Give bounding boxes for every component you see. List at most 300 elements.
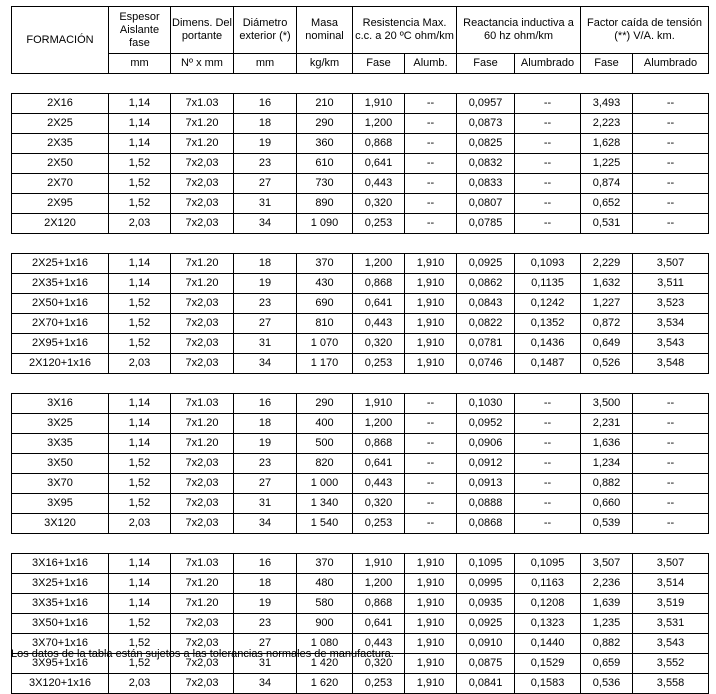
cell-dimens: 7x2,03 <box>171 474 234 494</box>
table-row <box>12 174 709 194</box>
cell-factor-fase: 0,539 <box>581 514 633 534</box>
table-row <box>12 114 709 134</box>
cell-res-fase: 0,868 <box>353 134 405 154</box>
cell-masa: 210 <box>297 94 353 114</box>
group-separator <box>12 534 709 554</box>
cell-factor-fase: 0,882 <box>581 634 633 654</box>
cell-masa: 370 <box>297 554 353 574</box>
cell-dimens: 7x2,03 <box>171 354 234 374</box>
cell-res-alumb: 1,910 <box>405 614 457 634</box>
cell-factor-alumb: 3,531 <box>633 614 709 634</box>
cell-react-fase: 0,0833 <box>457 174 515 194</box>
cell-res-fase: 0,641 <box>353 614 405 634</box>
cell-react-fase: 0,0935 <box>457 594 515 614</box>
cell-react-alumb: 0,1529 <box>515 654 581 674</box>
cell-res-fase: 0,443 <box>353 174 405 194</box>
cell-react-fase: 0,0912 <box>457 454 515 474</box>
cell-formacion: 2X120 <box>12 214 109 234</box>
table-row <box>12 94 709 114</box>
table-row <box>12 394 709 414</box>
header-factor: Factor caída de tensión (**) V/A. km. <box>581 7 709 54</box>
cell-res-alumb: 1,910 <box>405 254 457 274</box>
cell-masa: 900 <box>297 614 353 634</box>
cell-react-alumb: -- <box>515 454 581 474</box>
cell-dimens: 7x2,03 <box>171 454 234 474</box>
cell-factor-alumb: -- <box>633 454 709 474</box>
cell-res-alumb: 1,910 <box>405 334 457 354</box>
cell-react-fase: 0,0785 <box>457 214 515 234</box>
table-row <box>12 594 709 614</box>
cell-formacion: 3X95+1x16 <box>12 654 109 674</box>
cell-formacion: 3X50+1x16 <box>12 614 109 634</box>
cell-factor-alumb: -- <box>633 434 709 454</box>
group-separator <box>12 374 709 394</box>
cell-diametro: 19 <box>234 274 297 294</box>
cell-res-fase: 0,868 <box>353 434 405 454</box>
cell-espesor: 2,03 <box>109 514 171 534</box>
table-row <box>12 334 709 354</box>
table-row <box>12 514 709 534</box>
cell-diametro: 31 <box>234 654 297 674</box>
cell-factor-alumb: 3,534 <box>633 314 709 334</box>
cell-formacion: 2X16 <box>12 94 109 114</box>
cell-espesor: 1,14 <box>109 274 171 294</box>
table-row <box>12 314 709 334</box>
cell-react-alumb: -- <box>515 494 581 514</box>
cell-factor-alumb: 3,507 <box>633 254 709 274</box>
unit-factor-alumb: Alumbrado <box>633 54 709 74</box>
cell-factor-alumb: 3,519 <box>633 594 709 614</box>
cell-res-alumb: 1,910 <box>405 574 457 594</box>
cell-espesor: 2,03 <box>109 674 171 694</box>
cell-res-fase: 1,200 <box>353 574 405 594</box>
cell-diametro: 27 <box>234 634 297 654</box>
cell-dimens: 7x2,03 <box>171 494 234 514</box>
cell-diametro: 18 <box>234 414 297 434</box>
cell-espesor: 1,52 <box>109 314 171 334</box>
cell-dimens: 7x2,03 <box>171 194 234 214</box>
cell-react-fase: 0,0888 <box>457 494 515 514</box>
cell-factor-fase: 2,236 <box>581 574 633 594</box>
cell-res-alumb: -- <box>405 394 457 414</box>
cell-masa: 370 <box>297 254 353 274</box>
cell-espesor: 1,52 <box>109 174 171 194</box>
cell-res-fase: 1,910 <box>353 554 405 574</box>
cell-factor-alumb: 3,552 <box>633 654 709 674</box>
table-row <box>12 134 709 154</box>
cell-factor-fase: 1,235 <box>581 614 633 634</box>
header-reactancia: Reactancia inductiva a 60 hz ohm/km <box>457 7 581 54</box>
cell-res-fase: 0,641 <box>353 454 405 474</box>
cell-masa: 820 <box>297 454 353 474</box>
cell-react-alumb: 0,1440 <box>515 634 581 654</box>
table-body <box>12 74 709 694</box>
cell-factor-fase: 0,659 <box>581 654 633 674</box>
table-row <box>12 214 709 234</box>
cell-react-alumb: -- <box>515 434 581 454</box>
cell-masa: 1 090 <box>297 214 353 234</box>
cell-res-fase: 0,641 <box>353 154 405 174</box>
cell-diametro: 18 <box>234 254 297 274</box>
cell-dimens: 7x1.20 <box>171 414 234 434</box>
cell-react-fase: 0,0925 <box>457 614 515 634</box>
cell-react-fase: 0,0873 <box>457 114 515 134</box>
table-row <box>12 274 709 294</box>
table-row <box>12 494 709 514</box>
unit-diametro: mm <box>234 54 297 74</box>
cell-masa: 1 340 <box>297 494 353 514</box>
cell-res-alumb: -- <box>405 174 457 194</box>
header-resistencia: Resistencia Max. c.c. a 20 ºC ohm/km <box>353 7 457 54</box>
table-row <box>12 554 709 574</box>
cell-formacion: 2X25+1x16 <box>12 254 109 274</box>
cell-react-alumb: 0,1352 <box>515 314 581 334</box>
cell-react-fase: 0,0746 <box>457 354 515 374</box>
cell-espesor: 1,52 <box>109 294 171 314</box>
cell-dimens: 7x2,03 <box>171 334 234 354</box>
cell-dimens: 7x2,03 <box>171 154 234 174</box>
cell-dimens: 7x1.20 <box>171 134 234 154</box>
cell-diametro: 23 <box>234 614 297 634</box>
table-row <box>12 154 709 174</box>
cell-factor-alumb: -- <box>633 114 709 134</box>
cell-res-alumb: 1,910 <box>405 674 457 694</box>
cell-factor-fase: 1,234 <box>581 454 633 474</box>
cell-masa: 1 170 <box>297 354 353 374</box>
cell-diametro: 31 <box>234 494 297 514</box>
cell-react-alumb: 0,1135 <box>515 274 581 294</box>
cell-formacion: 3X120 <box>12 514 109 534</box>
cell-formacion: 3X16+1x16 <box>12 554 109 574</box>
table-row <box>12 614 709 634</box>
cell-masa: 360 <box>297 134 353 154</box>
cell-formacion: 3X50 <box>12 454 109 474</box>
group-separator-cell <box>12 234 709 254</box>
cell-diametro: 23 <box>234 154 297 174</box>
cell-factor-fase: 3,493 <box>581 94 633 114</box>
cell-masa: 400 <box>297 414 353 434</box>
cell-dimens: 7x1.03 <box>171 394 234 414</box>
cell-formacion: 3X35+1x16 <box>12 594 109 614</box>
cell-react-alumb: 0,1208 <box>515 594 581 614</box>
cell-factor-fase: 0,531 <box>581 214 633 234</box>
cell-res-alumb: 1,910 <box>405 634 457 654</box>
cell-res-alumb: -- <box>405 194 457 214</box>
cell-react-fase: 0,0807 <box>457 194 515 214</box>
cell-res-alumb: -- <box>405 94 457 114</box>
cell-res-fase: 0,253 <box>353 354 405 374</box>
cell-react-fase: 0,0825 <box>457 134 515 154</box>
table-row <box>12 674 709 694</box>
cell-res-fase: 0,320 <box>353 654 405 674</box>
group-separator-cell <box>12 374 709 394</box>
cell-dimens: 7x2,03 <box>171 634 234 654</box>
cell-espesor: 1,14 <box>109 594 171 614</box>
cell-dimens: 7x2,03 <box>171 214 234 234</box>
cell-factor-alumb: 3,511 <box>633 274 709 294</box>
footnote: Los datos de la tabla están sujetos a las tolerancias normales de manufactura. <box>11 648 394 660</box>
cell-dimens: 7x2,03 <box>171 294 234 314</box>
cell-react-alumb: 0,1436 <box>515 334 581 354</box>
table-row <box>12 434 709 454</box>
cell-formacion: 3X25+1x16 <box>12 574 109 594</box>
cell-dimens: 7x2,03 <box>171 174 234 194</box>
cell-diametro: 19 <box>234 594 297 614</box>
cell-espesor: 1,52 <box>109 474 171 494</box>
cell-diametro: 18 <box>234 574 297 594</box>
cell-factor-fase: 0,874 <box>581 174 633 194</box>
cell-res-alumb: -- <box>405 494 457 514</box>
cell-res-alumb: 1,910 <box>405 314 457 334</box>
cell-res-alumb: -- <box>405 114 457 134</box>
cell-factor-fase: 3,507 <box>581 554 633 574</box>
cell-res-alumb: 1,910 <box>405 274 457 294</box>
cell-diametro: 27 <box>234 174 297 194</box>
cell-factor-alumb: -- <box>633 134 709 154</box>
cell-factor-alumb: 3,523 <box>633 294 709 314</box>
cell-react-alumb: -- <box>515 134 581 154</box>
cell-formacion: 2X70 <box>12 174 109 194</box>
cell-espesor: 1,52 <box>109 334 171 354</box>
cell-factor-fase: 2,229 <box>581 254 633 274</box>
cell-dimens: 7x2,03 <box>171 674 234 694</box>
cell-masa: 290 <box>297 114 353 134</box>
cell-react-alumb: -- <box>515 474 581 494</box>
cell-res-fase: 0,253 <box>353 514 405 534</box>
cell-res-fase: 0,868 <box>353 274 405 294</box>
cell-res-alumb: 1,910 <box>405 554 457 574</box>
cell-react-fase: 0,0906 <box>457 434 515 454</box>
cell-react-fase: 0,0843 <box>457 294 515 314</box>
cell-react-fase: 0,0868 <box>457 514 515 534</box>
cell-formacion: 3X70+1x16 <box>12 634 109 654</box>
cell-formacion: 2X35 <box>12 134 109 154</box>
cell-masa: 730 <box>297 174 353 194</box>
cell-react-alumb: -- <box>515 174 581 194</box>
table-row <box>12 354 709 374</box>
table-row <box>12 474 709 494</box>
cell-factor-alumb: -- <box>633 154 709 174</box>
cell-espesor: 1,52 <box>109 634 171 654</box>
header-masa: Masa nominal <box>297 7 353 54</box>
cell-react-alumb: -- <box>515 114 581 134</box>
cell-factor-alumb: 3,543 <box>633 334 709 354</box>
cell-factor-fase: 0,526 <box>581 354 633 374</box>
cell-dimens: 7x1.20 <box>171 594 234 614</box>
cell-diametro: 19 <box>234 134 297 154</box>
cell-factor-alumb: -- <box>633 194 709 214</box>
cell-factor-fase: 1,636 <box>581 434 633 454</box>
cell-res-alumb: -- <box>405 434 457 454</box>
header-dimens: Dimens. Del portante <box>171 7 234 54</box>
cell-factor-fase: 0,872 <box>581 314 633 334</box>
cell-res-fase: 1,200 <box>353 414 405 434</box>
table-row <box>12 194 709 214</box>
cell-dimens: 7x1.20 <box>171 434 234 454</box>
cell-react-alumb: 0,1583 <box>515 674 581 694</box>
cell-react-fase: 0,0957 <box>457 94 515 114</box>
cell-res-alumb: -- <box>405 134 457 154</box>
cell-masa: 690 <box>297 294 353 314</box>
cell-espesor: 1,14 <box>109 574 171 594</box>
cell-factor-fase: 0,649 <box>581 334 633 354</box>
cell-espesor: 1,52 <box>109 614 171 634</box>
cell-masa: 500 <box>297 434 353 454</box>
cell-react-alumb: 0,1095 <box>515 554 581 574</box>
cell-diametro: 27 <box>234 474 297 494</box>
cell-masa: 810 <box>297 314 353 334</box>
cell-espesor: 2,03 <box>109 354 171 374</box>
cell-res-fase: 0,320 <box>353 194 405 214</box>
table-row <box>12 294 709 314</box>
cell-diametro: 16 <box>234 394 297 414</box>
cell-react-alumb: 0,1093 <box>515 254 581 274</box>
cell-factor-fase: 1,639 <box>581 594 633 614</box>
cell-factor-fase: 1,632 <box>581 274 633 294</box>
cell-diametro: 23 <box>234 454 297 474</box>
cell-diametro: 27 <box>234 314 297 334</box>
cell-formacion: 2X35+1x16 <box>12 274 109 294</box>
cell-masa: 1 080 <box>297 634 353 654</box>
cell-masa: 290 <box>297 394 353 414</box>
cell-factor-fase: 0,660 <box>581 494 633 514</box>
cell-react-alumb: -- <box>515 514 581 534</box>
cell-factor-alumb: 3,507 <box>633 554 709 574</box>
cell-formacion: 3X70 <box>12 474 109 494</box>
cell-react-alumb: 0,1163 <box>515 574 581 594</box>
cell-diametro: 31 <box>234 194 297 214</box>
cell-factor-fase: 0,882 <box>581 474 633 494</box>
cell-react-fase: 0,1030 <box>457 394 515 414</box>
cell-diametro: 34 <box>234 674 297 694</box>
unit-dimens: Nº x mm <box>171 54 234 74</box>
group-separator-cell <box>12 74 709 94</box>
cell-masa: 1 620 <box>297 674 353 694</box>
cell-react-fase: 0,0841 <box>457 674 515 694</box>
cell-factor-fase: 1,628 <box>581 134 633 154</box>
cell-dimens: 7x1.20 <box>171 274 234 294</box>
cell-res-alumb: -- <box>405 474 457 494</box>
cell-dimens: 7x1.03 <box>171 554 234 574</box>
cell-espesor: 1,14 <box>109 434 171 454</box>
cell-espesor: 1,14 <box>109 94 171 114</box>
group-separator <box>12 74 709 94</box>
cell-dimens: 7x2,03 <box>171 654 234 674</box>
cell-res-fase: 1,910 <box>353 394 405 414</box>
cell-react-alumb: 0,1242 <box>515 294 581 314</box>
cell-masa: 890 <box>297 194 353 214</box>
cell-diametro: 16 <box>234 94 297 114</box>
cell-react-alumb: -- <box>515 394 581 414</box>
cell-dimens: 7x1.20 <box>171 114 234 134</box>
cell-dimens: 7x1.20 <box>171 254 234 274</box>
cell-formacion: 2X95 <box>12 194 109 214</box>
cell-espesor: 1,14 <box>109 414 171 434</box>
cell-masa: 1 420 <box>297 654 353 674</box>
cell-react-alumb: -- <box>515 154 581 174</box>
cell-dimens: 7x2,03 <box>171 514 234 534</box>
cell-formacion: 3X120+1x16 <box>12 674 109 694</box>
cell-res-alumb: 1,910 <box>405 594 457 614</box>
cell-masa: 580 <box>297 594 353 614</box>
cell-res-alumb: 1,910 <box>405 294 457 314</box>
cell-res-fase: 0,253 <box>353 214 405 234</box>
cell-res-fase: 0,320 <box>353 494 405 514</box>
table-row <box>12 574 709 594</box>
cell-factor-fase: 2,231 <box>581 414 633 434</box>
cell-masa: 1 540 <box>297 514 353 534</box>
cell-factor-alumb: -- <box>633 474 709 494</box>
group-separator <box>12 234 709 254</box>
cell-factor-fase: 3,500 <box>581 394 633 414</box>
cell-factor-fase: 1,225 <box>581 154 633 174</box>
cell-espesor: 1,52 <box>109 194 171 214</box>
cable-spec-table <box>11 6 709 694</box>
cell-factor-fase: 0,652 <box>581 194 633 214</box>
cell-dimens: 7x1.03 <box>171 94 234 114</box>
cell-diametro: 18 <box>234 114 297 134</box>
unit-factor-fase: Fase <box>581 54 633 74</box>
cell-factor-alumb: -- <box>633 494 709 514</box>
unit-espesor: mm <box>109 54 171 74</box>
cell-factor-alumb: -- <box>633 514 709 534</box>
cell-diametro: 16 <box>234 554 297 574</box>
cell-masa: 610 <box>297 154 353 174</box>
cell-espesor: 1,14 <box>109 134 171 154</box>
cell-formacion: 2X70+1x16 <box>12 314 109 334</box>
cell-react-fase: 0,0862 <box>457 274 515 294</box>
cell-formacion: 2X95+1x16 <box>12 334 109 354</box>
cell-res-alumb: 1,910 <box>405 654 457 674</box>
cell-formacion: 2X50 <box>12 154 109 174</box>
group-separator-cell <box>12 534 709 554</box>
cell-factor-alumb: -- <box>633 394 709 414</box>
cell-react-alumb: -- <box>515 214 581 234</box>
cell-react-fase: 0,0910 <box>457 634 515 654</box>
cell-diametro: 34 <box>234 214 297 234</box>
cell-formacion: 3X35 <box>12 434 109 454</box>
cell-factor-alumb: -- <box>633 414 709 434</box>
cell-react-fase: 0,0925 <box>457 254 515 274</box>
cell-espesor: 1,14 <box>109 114 171 134</box>
cell-espesor: 1,14 <box>109 554 171 574</box>
cell-res-alumb: -- <box>405 214 457 234</box>
table-row <box>12 454 709 474</box>
cell-diametro: 34 <box>234 514 297 534</box>
cell-res-fase: 1,200 <box>353 254 405 274</box>
cell-res-alumb: 1,910 <box>405 354 457 374</box>
cell-res-fase: 0,443 <box>353 314 405 334</box>
cell-res-alumb: -- <box>405 514 457 534</box>
cell-react-fase: 0,0875 <box>457 654 515 674</box>
cell-diametro: 19 <box>234 434 297 454</box>
cell-react-fase: 0,0832 <box>457 154 515 174</box>
cell-res-fase: 0,641 <box>353 294 405 314</box>
cell-factor-alumb: 3,548 <box>633 354 709 374</box>
unit-react-fase: Fase <box>457 54 515 74</box>
cell-react-fase: 0,0913 <box>457 474 515 494</box>
cell-dimens: 7x2,03 <box>171 614 234 634</box>
cell-formacion: 3X25 <box>12 414 109 434</box>
cell-factor-alumb: -- <box>633 214 709 234</box>
cell-factor-fase: 1,227 <box>581 294 633 314</box>
cell-res-alumb: -- <box>405 154 457 174</box>
cell-espesor: 1,52 <box>109 494 171 514</box>
cell-espesor: 1,14 <box>109 254 171 274</box>
cell-react-alumb: 0,1323 <box>515 614 581 634</box>
cell-masa: 480 <box>297 574 353 594</box>
cell-espesor: 1,52 <box>109 154 171 174</box>
